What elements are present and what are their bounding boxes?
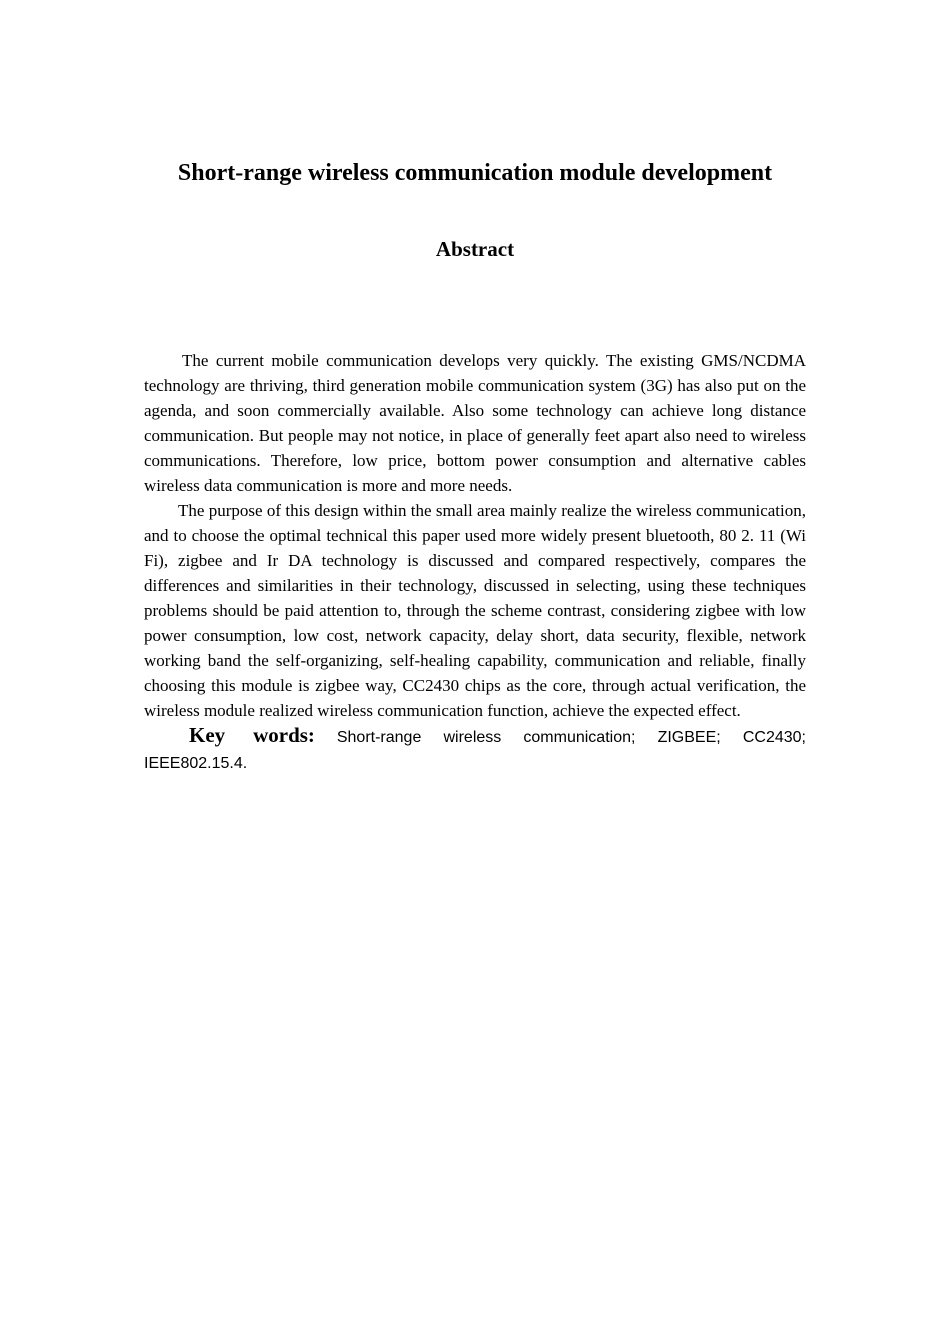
keywords-line bbox=[144, 723, 806, 776]
abstract-body bbox=[144, 348, 806, 776]
abstract-paragraph-1: The current mobile communication develops very quickly. The existing GMS/NCDMA technology are thriving, third generation mobile communication system (3G) has also put on the agenda, and soon commercially available. Also some technology can achieve long distance communication. But people may not notice, in place of generally feet apart also need to wireless communications. Therefore, low price, bottom power consumption and alternative cables wireless data communication is more and more needs. bbox=[144, 351, 806, 495]
keywords-label: Key words: bbox=[189, 723, 315, 747]
document-title: Short-range wireless communication module development bbox=[177, 160, 773, 186]
abstract-paragraph-2: The purpose of this design within the small area mainly realize the wireless communication, and to choose the optimal technical this paper used more widely present bluetooth, 80 2. 11 (Wi Fi), zigbee and Ir DA technology is discussed and compared respectively, compares the differences and similarities in their technology, discussed in selecting, using these techniques problems should be paid attention to, through the scheme contrast, considering zigbee with low power consumption, low cost, network capacity, delay short, data security, flexible, network working band the self-organizing, self-healing capability, communication and reliable, finally choosing this module is zigbee way, CC2430 chips as the core, through actual verification, the wireless module realized wireless communication function, achieve the expected effect. bbox=[144, 501, 806, 720]
keywords-values: Short-range wireless communication; ZIGBEE; CC2430; IEEE802.15.4. bbox=[144, 729, 806, 772]
abstract-heading: Abstract bbox=[435, 237, 515, 261]
